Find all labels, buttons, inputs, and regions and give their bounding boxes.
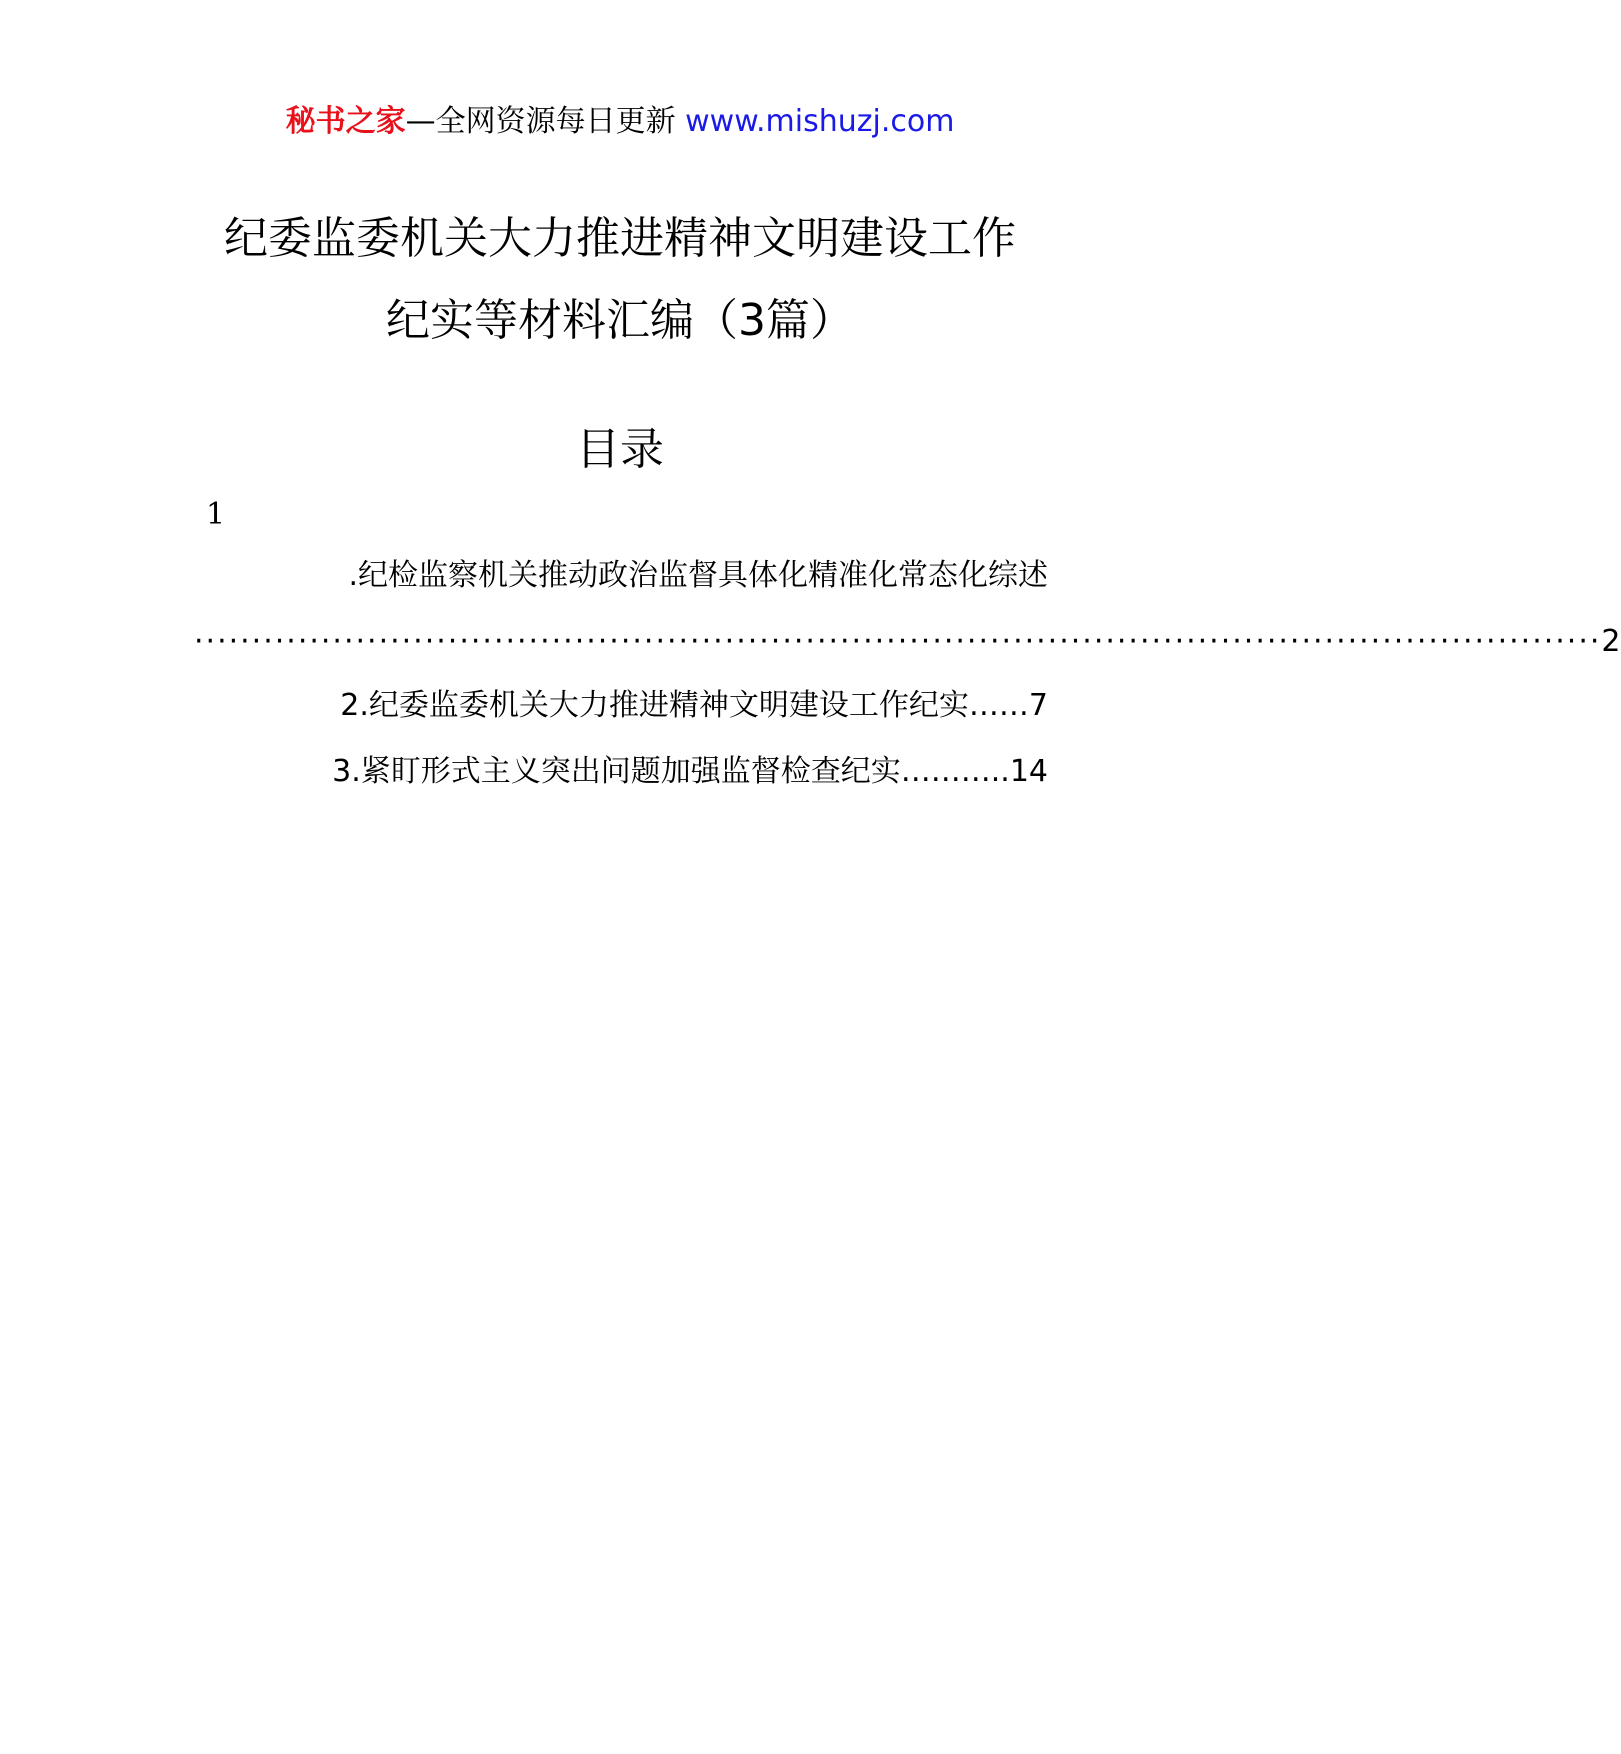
toc-entry-2-page: 7 bbox=[1028, 688, 1048, 723]
toc-entry-3[interactable] bbox=[332, 750, 1048, 794]
toc-entry-2[interactable] bbox=[340, 684, 1048, 728]
toc-entry-1-leader-line[interactable] bbox=[194, 620, 1621, 664]
header-slogan: —全网资源每日更新 bbox=[405, 104, 676, 139]
site-header bbox=[0, 100, 1240, 144]
toc-entry-3-title: 3.紧盯形式主义突出问题加强监督检查纪实 bbox=[332, 754, 901, 789]
toc-entry-1-number: 1 bbox=[206, 497, 226, 532]
brand-name: 秘书之家 bbox=[285, 104, 406, 139]
toc-heading: 目录 bbox=[576, 424, 664, 475]
toc-entry-1-dot-leader: ·························································································································· bbox=[194, 624, 1602, 659]
document-title-line-1: 纪委监委机关大力推进精神文明建设工作 bbox=[224, 213, 1016, 264]
document-title-line-2: 纪实等材料汇编（3篇） bbox=[386, 295, 854, 346]
document-title bbox=[0, 198, 1240, 362]
site-url-link[interactable]: www.mishuzj.com bbox=[685, 104, 955, 139]
toc-entry-1-page: 2 bbox=[1601, 624, 1621, 659]
toc-entry-2-leader: …… bbox=[968, 688, 1029, 723]
toc-entry-3-leader: ……….. bbox=[900, 754, 1010, 789]
toc-entry-3-page: 14 bbox=[1009, 754, 1048, 789]
toc-entry-1-title[interactable]: .纪检监察机关推动政治监督具体化精准化常态化综述 bbox=[348, 558, 1048, 593]
toc-entry-2-title: 2.纪委监委机关大力推进精神文明建设工作纪实 bbox=[340, 688, 969, 723]
